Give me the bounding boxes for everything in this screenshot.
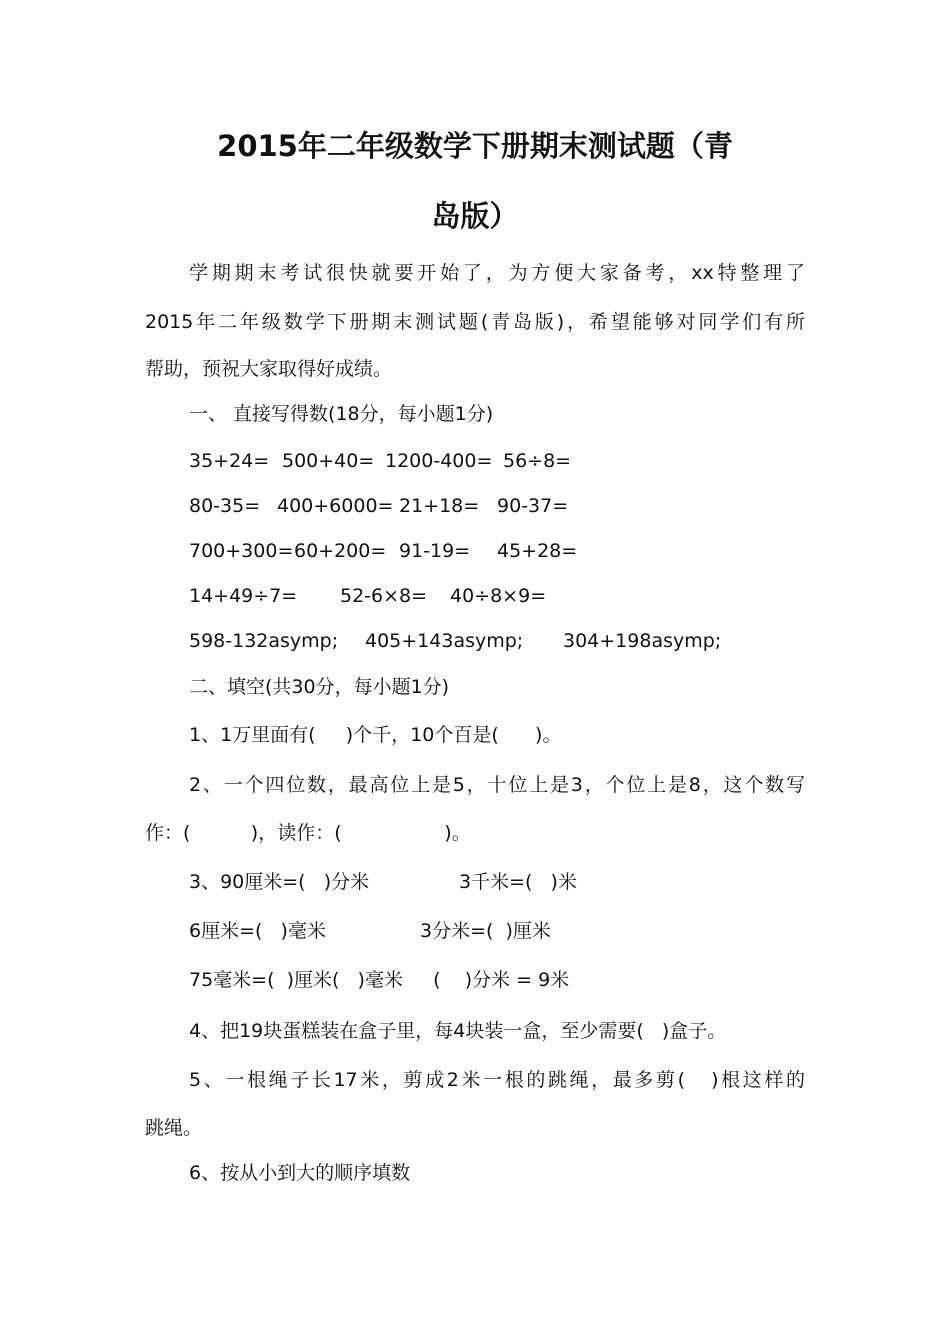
arithmetic-item: 700+300= bbox=[189, 540, 294, 562]
arithmetic-item: 400+6000= bbox=[277, 495, 394, 517]
arithmetic-item: 60+200= bbox=[294, 540, 387, 562]
arithmetic-item: 1200-400= bbox=[385, 450, 493, 472]
question-5-line-2: 跳绳。 bbox=[145, 1117, 203, 1139]
arithmetic-item: 52-6×8= bbox=[340, 585, 428, 607]
intro-line-2: 2015年二年级数学下册期末测试题(青岛版)，希望能够对同学们有所 bbox=[145, 311, 805, 333]
arithmetic-item: 45+28= bbox=[497, 540, 578, 562]
section-2-heading: 二、填空(共30分，每小题1分) bbox=[189, 676, 450, 698]
question-4: 4、把19块蛋糕装在盒子里，每4块装一盒，至少需要( )盒子。 bbox=[189, 1020, 727, 1042]
question-3-part-b: 3千米=( )米 bbox=[459, 871, 577, 893]
arithmetic-item: 80-35= bbox=[189, 495, 261, 517]
arithmetic-item: 405+143asymp; bbox=[365, 630, 524, 652]
arithmetic-item: 304+198asymp; bbox=[563, 630, 722, 652]
arithmetic-item: 21+18= bbox=[399, 495, 480, 517]
arithmetic-item: 56÷8= bbox=[503, 450, 572, 472]
question-2-line-2: 作：( )，读作：( )。 bbox=[145, 822, 471, 844]
arithmetic-item: 91-19= bbox=[399, 540, 471, 562]
question-3-part-a: 3、90厘米=( )分米 bbox=[189, 871, 370, 893]
question-5-line-1: 5、一根绳子长17米，剪成2米一根的跳绳，最多剪( )根这样的 bbox=[189, 1069, 805, 1091]
arithmetic-item: 598-132asymp; bbox=[189, 630, 339, 652]
document-title-line-2: 岛版） bbox=[431, 199, 519, 233]
arithmetic-item: 90-37= bbox=[497, 495, 569, 517]
section-1-heading: 一、 直接写得数(18分，每小题1分) bbox=[189, 403, 494, 425]
document-title-line-1: 2015年二年级数学下册期末测试题（青 bbox=[217, 129, 733, 163]
question-1: 1、1万里面有( )个千，10个百是( )。 bbox=[189, 724, 562, 746]
arithmetic-item: 40÷8×9= bbox=[450, 585, 547, 607]
arithmetic-item: 14+49÷7= bbox=[189, 585, 298, 607]
question-3-part-d: 3分米=( )厘米 bbox=[420, 920, 551, 942]
intro-line-3: 帮助，预祝大家取得好成绩。 bbox=[145, 358, 393, 380]
intro-line-1: 学期期末考试很快就要开始了，为方便大家备考，xx特整理了 bbox=[189, 262, 805, 284]
question-3-part-e: 75毫米=( )厘米( )毫米 ( )分米 = 9米 bbox=[189, 969, 570, 991]
question-2-line-1: 2、一个四位数，最高位上是5，十位上是3，个位上是8，这个数写 bbox=[189, 774, 805, 796]
question-6: 6、按从小到大的顺序填数 bbox=[189, 1162, 411, 1184]
question-3-part-c: 6厘米=( )毫米 bbox=[189, 920, 326, 942]
arithmetic-item: 500+40= bbox=[282, 450, 375, 472]
arithmetic-item: 35+24= bbox=[189, 450, 270, 472]
